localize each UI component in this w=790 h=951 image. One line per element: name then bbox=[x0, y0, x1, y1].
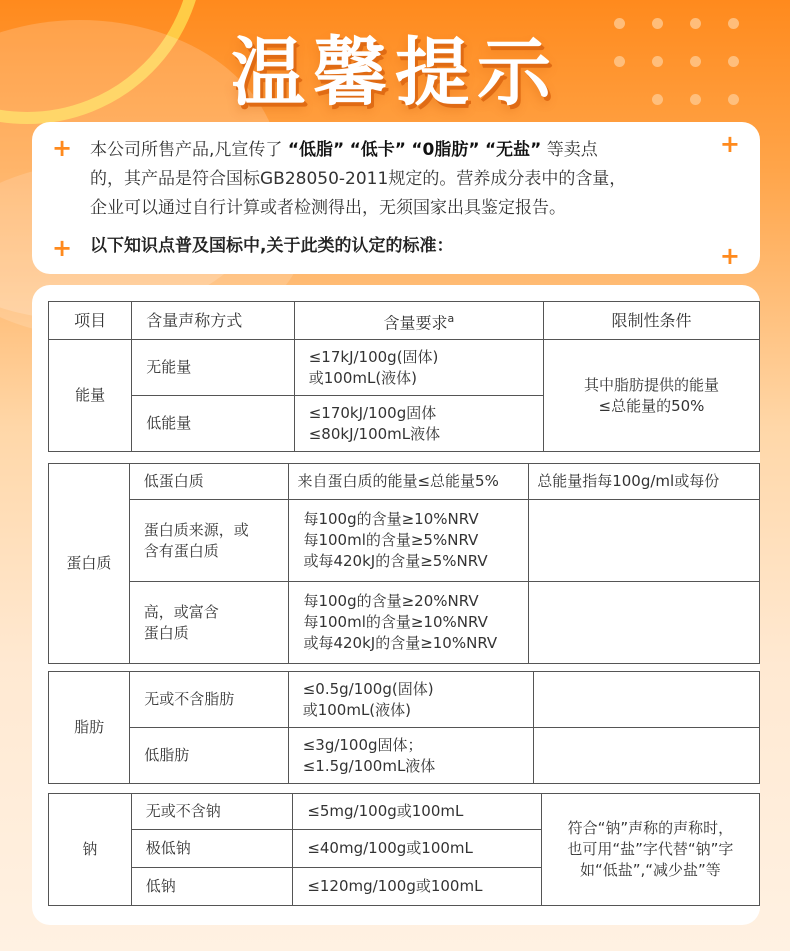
claim-cell: 蛋白质来源，或 含有蛋白质 bbox=[129, 500, 289, 582]
requirement-cell: ≤170kJ/100g固体 ≤80kJ/100mL液体 bbox=[294, 396, 543, 452]
plus-icon: + bbox=[52, 234, 73, 262]
condition-cell bbox=[529, 582, 760, 664]
requirement-cell: ≤3g/100g固体； ≤1.5g/100mL液体 bbox=[288, 728, 534, 784]
table-row bbox=[49, 464, 760, 500]
claim-cell: 无能量 bbox=[132, 340, 294, 396]
claim-cell: 低钠 bbox=[131, 868, 293, 906]
condition-cell bbox=[534, 672, 760, 728]
table-row bbox=[49, 728, 760, 784]
table-row bbox=[49, 582, 760, 664]
header-cell: 限制性条件 bbox=[543, 302, 759, 340]
notice-text bbox=[90, 136, 730, 223]
table-energy bbox=[48, 301, 760, 452]
claim-keyword: “0脂肪” bbox=[411, 140, 480, 160]
claim-cell: 无或不含脂肪 bbox=[130, 672, 288, 728]
table-protein bbox=[48, 463, 760, 664]
header-cell: 含量声称方式 bbox=[132, 302, 294, 340]
standards-card bbox=[32, 285, 760, 925]
table-fat bbox=[48, 671, 760, 784]
table-sodium bbox=[48, 793, 760, 906]
table-row bbox=[49, 500, 760, 582]
condition-cell: 其中脂肪提供的能量 ≤总能量的50% bbox=[543, 340, 759, 452]
category-cell: 脂肪 bbox=[49, 672, 130, 784]
requirement-cell: 每100g的含量≥20%NRV 每100ml的含量≥10%NRV 或每420kJ的含量≥10%NRV bbox=[289, 582, 529, 664]
header-cell: 含量要求$^a$ bbox=[294, 302, 543, 340]
claim-cell: 无或不含钠 bbox=[131, 794, 293, 830]
notice-line-4: 以下知识点普及国标中,关于此类的认定的标准： bbox=[90, 236, 454, 256]
claim-cell: 低能量 bbox=[132, 396, 294, 452]
claim-cell: 低脂肪 bbox=[130, 728, 288, 784]
condition-cell: 总能量指每100g/ml或每份 bbox=[529, 464, 760, 500]
page-title: 温馨提示 bbox=[231, 30, 559, 116]
requirement-cell: 每100g的含量≥10%NRV 每100ml的含量≥5%NRV 或每420kJ的含量≥5%NRV bbox=[289, 500, 529, 582]
claim-keyword: “无盐” bbox=[484, 140, 542, 160]
table-row bbox=[49, 794, 760, 830]
requirement-cell: ≤120mg/100g或100mL bbox=[293, 868, 541, 906]
table-row bbox=[49, 672, 760, 728]
claim-keyword: “低卡” bbox=[349, 140, 406, 160]
table-header-row bbox=[49, 302, 760, 340]
requirement-cell: ≤17kJ/100g(固体) 或100mL(液体) bbox=[294, 340, 543, 396]
plus-icon: + bbox=[719, 130, 740, 158]
plus-icon: + bbox=[52, 134, 73, 162]
requirement-cell: ≤5mg/100g或100mL bbox=[293, 794, 541, 830]
table-row bbox=[49, 340, 760, 396]
plus-icon: + bbox=[719, 242, 740, 270]
requirement-cell: ≤0.5g/100g(固体) 或100mL(液体) bbox=[288, 672, 534, 728]
category-cell: 钠 bbox=[49, 794, 132, 906]
notice-card bbox=[32, 122, 760, 274]
claim-keyword: “低脂” bbox=[287, 140, 345, 160]
header-cell: 项目 bbox=[49, 302, 132, 340]
requirement-cell: ≤40mg/100g或100mL bbox=[293, 830, 541, 868]
condition-cell bbox=[529, 500, 760, 582]
claim-cell: 极低钠 bbox=[131, 830, 293, 868]
notice-line-2: 的，其产品是符合国标GB28050-2011规定的。营养成分表中的含量， bbox=[90, 169, 627, 189]
category-cell: 蛋白质 bbox=[49, 464, 130, 664]
claim-cell: 高，或富含 蛋白质 bbox=[129, 582, 289, 664]
notice-line-1: 本公司所售产品,凡宣传了 “低脂” “低卡” “0脂肪” “无盐” 等卖点 bbox=[90, 140, 598, 160]
notice-line-3: 企业可以通过自行计算或者检测得出，无须国家出具鉴定报告。 bbox=[90, 198, 566, 218]
condition-cell: 符合“钠”声称的声称时， 也可用“盐”字代替“钠”字 如“低盐”,“减少盐”等 bbox=[541, 794, 759, 906]
requirement-cell: 来自蛋白质的能量≤总能量5% bbox=[289, 464, 529, 500]
claim-cell: 低蛋白质 bbox=[129, 464, 289, 500]
category-cell: 能量 bbox=[49, 340, 132, 452]
condition-cell bbox=[534, 728, 760, 784]
